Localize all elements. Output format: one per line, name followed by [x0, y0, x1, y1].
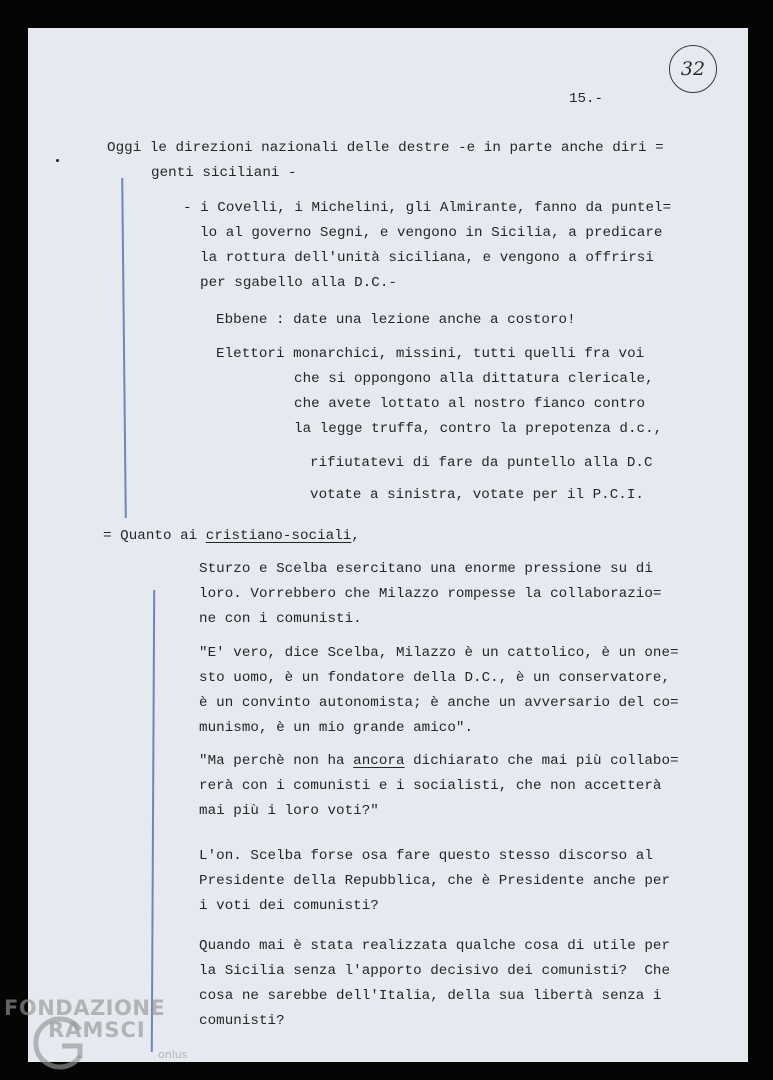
- cristiano-suffix: ,: [351, 528, 360, 544]
- fondazione-gramsci-watermark: [4, 996, 194, 1076]
- quando-line: comunisti?: [199, 1013, 285, 1029]
- quote1-line: "E' vero, dice Scelba, Milazzo è un cattolico, è un one=: [199, 645, 679, 661]
- scelba-line: L'on. Scelba forse osa fare questo stesso discorso al: [199, 848, 653, 864]
- appeal-line: che si oppongono alla dittatura clericale,: [294, 371, 654, 387]
- sturzo-line: Sturzo e Scelba esercitano una enorme pressione su di: [199, 561, 653, 577]
- destre-line: - i Covelli, i Michelini, gli Almirante, fanno da puntel=: [183, 200, 672, 216]
- scelba-line: i voti dei comunisti?: [199, 898, 379, 914]
- archive-mark-number: 32: [680, 58, 706, 80]
- appeal-line: che avete lottato al nostro fianco contro: [294, 396, 646, 412]
- appeal-ebbene: Ebbene : date una lezione anche a costoro!: [216, 312, 576, 328]
- sturzo-line: loro. Vorrebbero che Milazzo rompesse la collaborazio=: [199, 586, 662, 602]
- quote2-suffix: dichiarato che mai più collabo=: [404, 753, 679, 769]
- page-number: 15.-: [569, 91, 604, 107]
- blue-margin-line-upper: [121, 178, 126, 518]
- cristiano-heading: [103, 528, 360, 544]
- appeal-line: la legge truffa, contro la prepotenza d.c.,: [294, 421, 663, 437]
- quote1-line: munismo, è un mio grande amico".: [199, 720, 474, 736]
- quando-line: cosa ne sarebbe dell'Italia, della sua libertà senza i: [199, 988, 662, 1004]
- watermark-line1: FONDAZIONE: [4, 996, 166, 1020]
- margin-dot: [56, 159, 59, 162]
- archive-page-mark: [669, 45, 717, 93]
- quote1-line: sto uomo, è un fondatore della D.C., è un conservatore,: [199, 670, 671, 686]
- quote2-line: rerà con i comunisti e i socialisti, che non accetterà: [199, 778, 662, 794]
- quando-line: Quando mai è stata realizzata qualche cosa di utile per: [199, 938, 671, 954]
- cristiano-prefix: = Quanto ai: [103, 528, 206, 544]
- quote1-line: è un convinto autonomista; è anche un avversario del co=: [199, 695, 679, 711]
- watermark-line3: onlus: [158, 1048, 188, 1061]
- watermark-line2: RAMSCI: [48, 1018, 146, 1042]
- quando-line: la Sicilia senza l'apporto decisivo dei comunisti? Che: [199, 963, 671, 979]
- intro-line: genti siciliani -: [151, 165, 297, 181]
- cristiano-underlined: cristiano-sociali: [205, 528, 352, 544]
- typewritten-page: [28, 28, 748, 1062]
- quote2-line: mai più i loro voti?": [199, 803, 379, 819]
- quote2-line: [199, 753, 679, 769]
- quote2-underlined: ancora: [353, 753, 405, 769]
- appeal-line: votate a sinistra, votate per il P.C.I.: [310, 487, 644, 503]
- appeal-line: rifiutatevi di fare da puntello alla D.C: [310, 455, 653, 471]
- blue-margin-line-lower: [151, 590, 155, 1052]
- scelba-line: Presidente della Repubblica, che è Presidente anche per: [199, 873, 671, 889]
- quote2-prefix: "Ma perchè non ha: [199, 753, 354, 769]
- appeal-line: Elettori monarchici, missini, tutti quelli fra voi: [216, 346, 645, 362]
- destre-line: la rottura dell'unità siciliana, e vengono a offrirsi: [200, 250, 654, 266]
- destre-line: lo al governo Segni, e vengono in Sicilia, a predicare: [200, 225, 663, 241]
- destre-line: per sgabello alla D.C.-: [200, 275, 397, 291]
- intro-line: Oggi le direzioni nazionali delle destre -e in parte anche diri =: [107, 140, 664, 156]
- sturzo-line: ne con i comunisti.: [199, 611, 362, 627]
